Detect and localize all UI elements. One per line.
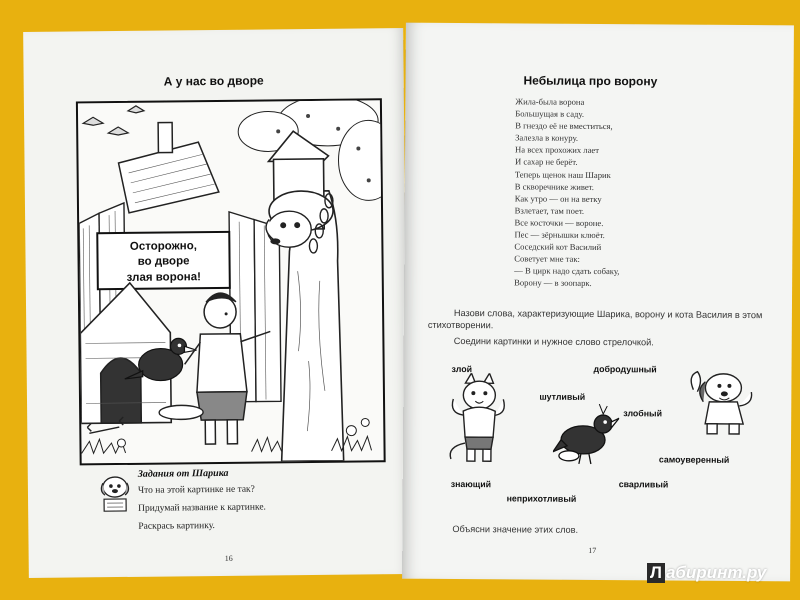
dog-picture: [679, 370, 759, 441]
cat-picture: [443, 373, 516, 466]
sign-line-1: Осторожно,: [129, 240, 198, 253]
yard-illustration: [76, 98, 386, 465]
poem-line: И сахар не берёт.: [514, 156, 578, 168]
poem-line: Большущая в саду.: [515, 108, 585, 119]
right-page-title: Небылица про ворону: [523, 73, 658, 89]
sign-line-3: злая ворона!: [126, 271, 201, 284]
poem-line: Взлетает, там поет.: [514, 205, 585, 216]
labirint-watermark: [647, 563, 766, 583]
yard-illustration-drawing: [78, 100, 384, 463]
left-page-title: А у нас во дворе: [163, 73, 264, 89]
dog-mascot-icon: [98, 473, 132, 515]
poem-line: Все косточки — вороне.: [514, 217, 604, 228]
sign-line-2: во дворе: [137, 255, 190, 268]
poem-line: Соседский кот Василий: [514, 241, 602, 253]
poem-line: В гнездо её не вместиться,: [515, 120, 613, 132]
word-label: неприхотливый: [506, 493, 577, 504]
left-page: [23, 28, 409, 578]
word-label: шутливый: [539, 391, 586, 402]
word-label: злой: [451, 363, 473, 375]
word-label: злобный: [623, 408, 663, 419]
poem-line: Как утро — он на ветку: [514, 193, 602, 204]
poem-line: Залезла в конуру.: [515, 132, 579, 144]
instruction-describe-words: Назови слова, характеризующие Шарика, ворону и кота Василия в этом стихотворении.: [427, 307, 763, 331]
poem-line: Советует мне так:: [514, 253, 580, 265]
left-page-number: 16: [224, 553, 233, 563]
labirint-logo-icon: Л: [647, 563, 665, 583]
word-label: самоуверенный: [658, 454, 730, 465]
watermark-text: абиринт.ру: [665, 563, 767, 582]
poem-line: Ворону — в зоопарк.: [514, 277, 592, 289]
task-item: Раскрась картинку.: [138, 521, 215, 532]
word-label: добродушный: [593, 363, 657, 375]
poem: [514, 95, 621, 289]
poem-line: Жила-была ворона: [515, 96, 585, 107]
instruction-explain-words: Объясни значение этих слов.: [452, 523, 579, 535]
poem-line: В скворечнике живет.: [514, 181, 594, 192]
word-label: знающий: [450, 478, 492, 490]
poem-line: Пес — зёрнышки клюёт.: [514, 229, 605, 241]
tasks-section: [98, 466, 389, 540]
word-label: сварливый: [618, 479, 669, 490]
crow-picture: [553, 404, 619, 466]
task-item: Придумай название к картинке.: [138, 502, 266, 514]
right-page-number: 17: [588, 545, 597, 555]
right-page: [402, 23, 794, 582]
poem-line: Теперь щенок наш Шарик: [514, 168, 611, 180]
poem-line: — В цирк надо сдать собаку,: [514, 265, 620, 277]
task-item: Что на этой картинке не так?: [137, 484, 255, 496]
tasks-title: Задания от Шарика: [137, 467, 229, 480]
poem-line: На всех прохожих лает: [515, 144, 600, 156]
instruction-connect-pictures: Соедини картинки и нужное слово стрелочкой.: [453, 335, 654, 348]
